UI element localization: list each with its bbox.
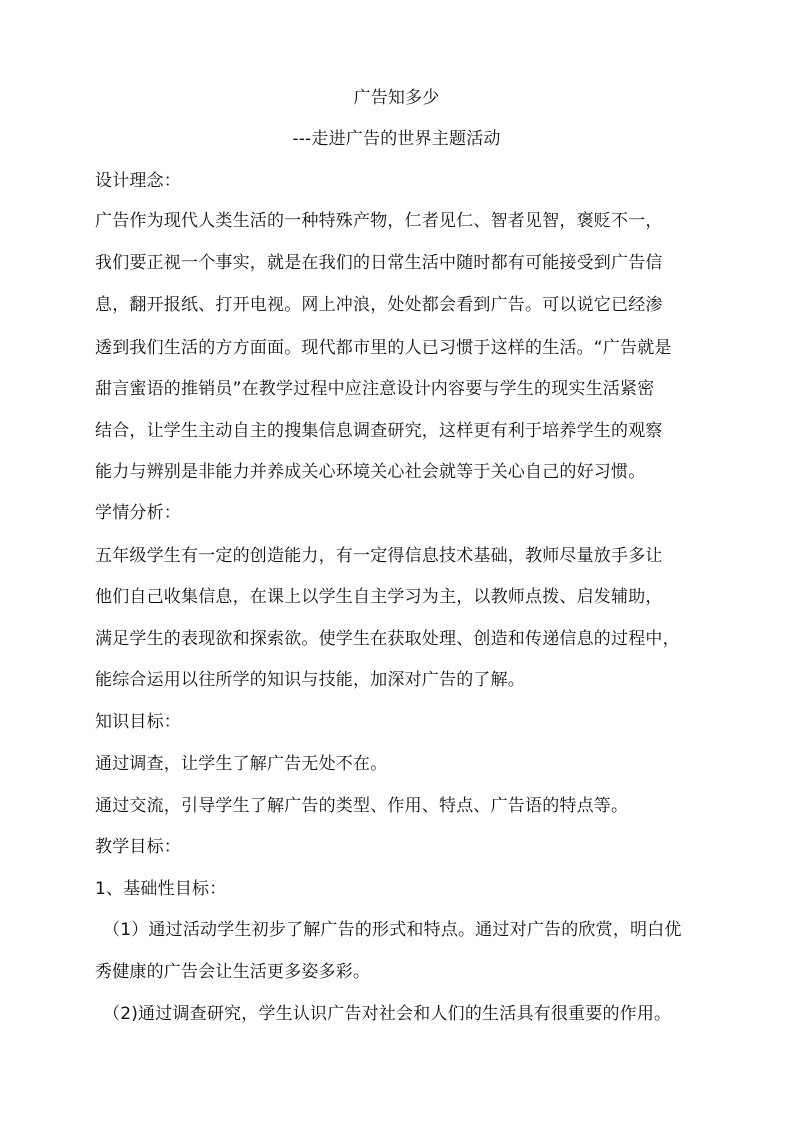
paragraph-line: 广告作为现代人类生活的一种特殊产物，仁者见仁、智者见智，褒贬不一， [95, 211, 663, 231]
paragraph-line: （2)通过调查研究，学生认识广告对社会和人们的生活具有很重要的作用。 [103, 1004, 672, 1024]
section-heading-student-analysis: 学情分析： [95, 503, 181, 523]
paragraph-line: 能综合运用以往所学的知识与技能，加深对广告的了解。 [95, 670, 525, 690]
paragraph-line: 他们自己收集信息，在课上以学生自主学习为主，以教师点拨、启发辅助， [95, 587, 663, 607]
paragraph-line: 息，翻开报纸、打开电视。网上冲浪，处处都会看到广告。可以说它已经渗 [95, 295, 663, 315]
paragraph-line: 我们要正视一个事实，就是在我们的日常生活中随时都有可能接受到广告信 [95, 253, 663, 273]
paragraph-line: 通过调查，让学生了解广告无处不在。 [95, 754, 388, 774]
section-heading-design-concept: 设计理念： [95, 171, 181, 191]
paragraph-line: 能力与辨别是非能力并养成关心环境关心社会就等于关心自己的好习惯。 [95, 462, 646, 482]
paragraph-line: 满足学生的表现欲和探索欲。使学生在获取处理、创造和传递信息的过程中， [95, 629, 680, 649]
paragraph-line: （1）通过活动学生初步了解广告的形式和特点。通过对广告的欣赏，明白优 [103, 920, 682, 940]
paragraph-line: 结合，让学生主动自主的搜集信息调查研究，这样更有利于培养学生的观察 [95, 421, 663, 441]
section-heading-knowledge-goals: 知识目标： [95, 712, 181, 732]
paragraph-line: 通过交流，引导学生了解广告的类型、作用、特点、广告语的特点等。 [95, 796, 629, 816]
paragraph-line: 秀健康的广告会让生活更多姿多彩。 [95, 962, 371, 982]
paragraph-line: 甜言蜜语的推销员”在教学过程中应注意设计内容要与学生的现实生活紧密 [95, 379, 655, 399]
paragraph-line: 五年级学生有一定的创造能力，有一定得信息技术基础，教师尽量放手多让 [95, 546, 663, 566]
document-subtitle: ---走进广告的世界主题活动 [292, 129, 501, 149]
subheading-basic-goals: 1、基础性目标： [95, 879, 227, 899]
document-title: 广告知多少 [353, 88, 440, 108]
section-heading-teaching-goals: 教学目标： [95, 837, 181, 857]
paragraph-line: 透到我们生活的方方面面。现代都市里的人已习惯于这样的生活。“广告就是 [95, 338, 672, 358]
